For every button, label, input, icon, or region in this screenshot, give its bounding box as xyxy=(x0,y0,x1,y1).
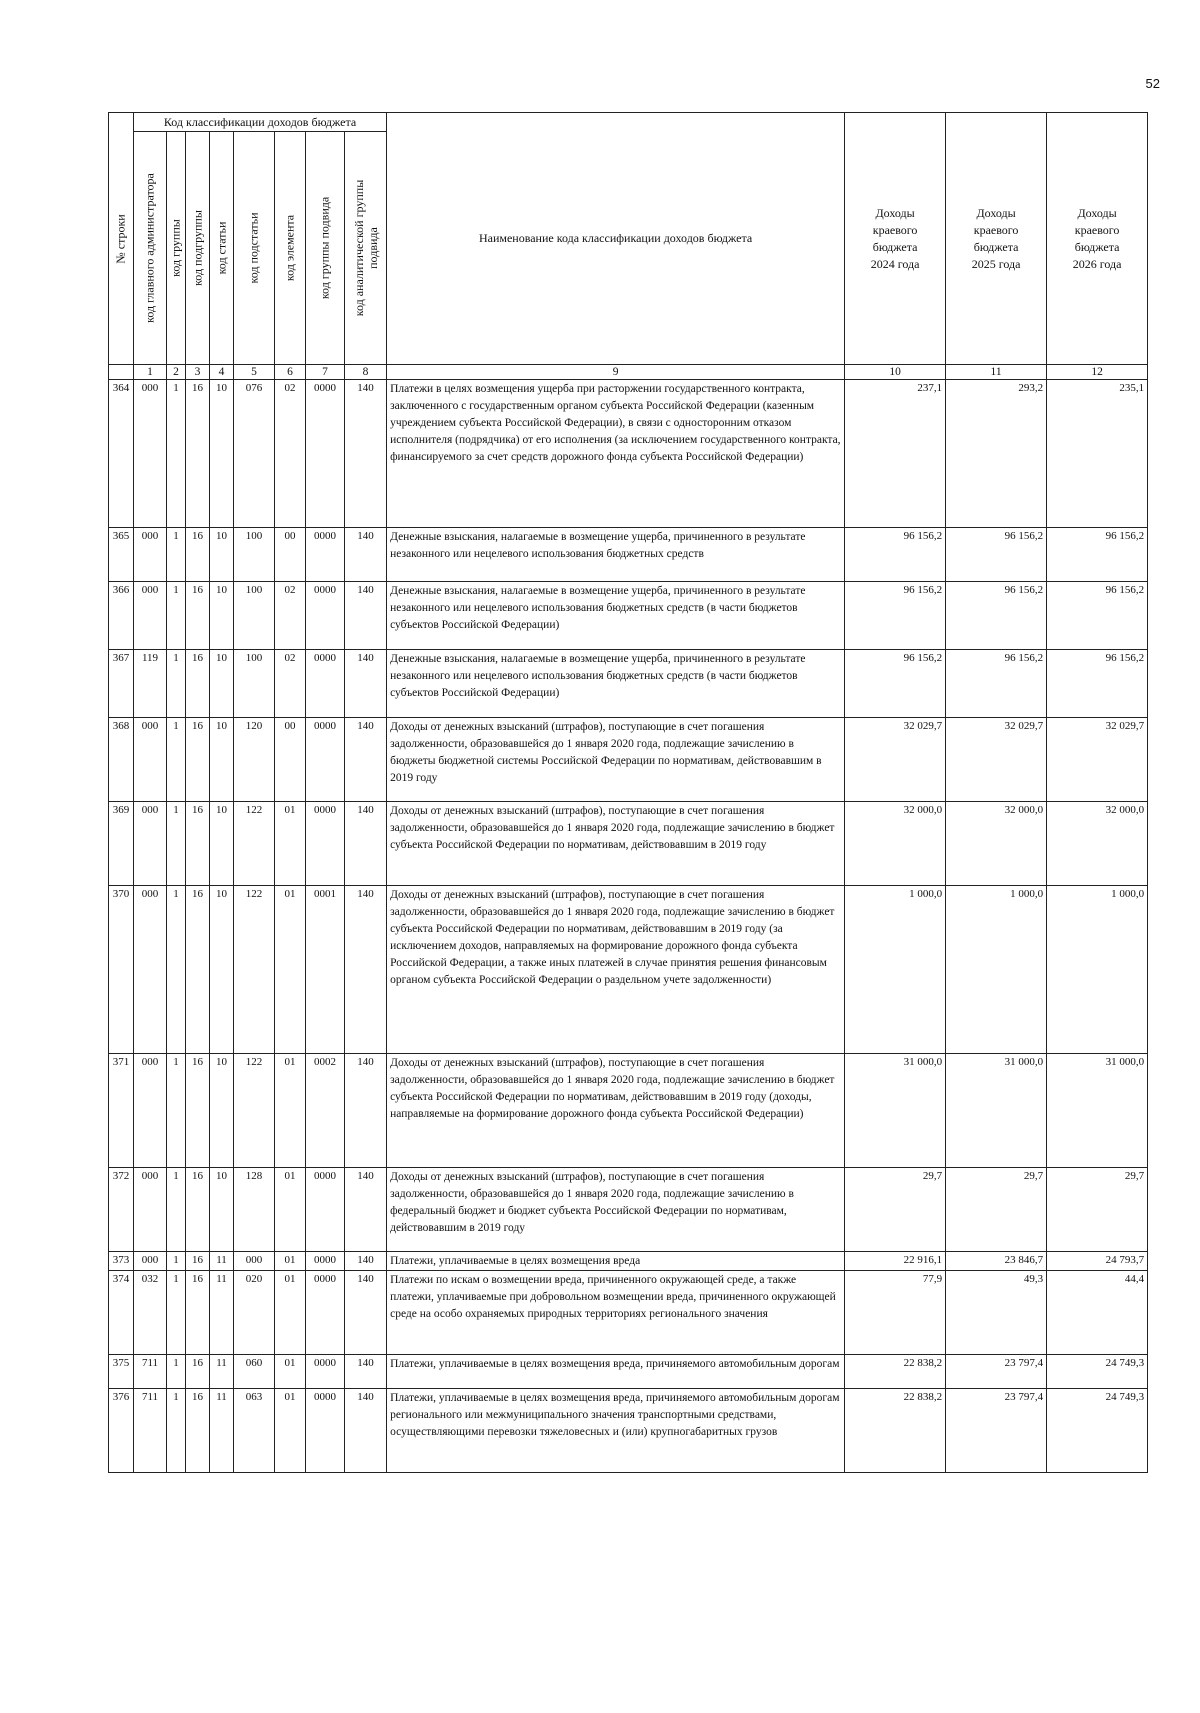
column-number: 11 xyxy=(946,365,1047,380)
income-2026-cell: 44,4 xyxy=(1047,1271,1148,1355)
subgroup-code-cell: 16 xyxy=(186,582,210,650)
income-2024-cell: 237,1 xyxy=(845,380,946,528)
income-name-cell: Платежи по искам о возмещении вреда, причиненного окружающей среде, а также платежи, уплачиваемые при добровольном возмещении вреда, причиненного окружающей среде на особо охраняемых природных территориях регионального значения xyxy=(387,1271,845,1355)
subgroup-code-cell: 16 xyxy=(186,528,210,582)
analytic-group-code-cell: 140 xyxy=(345,886,387,1054)
header-code-subarticle: код подстатьи xyxy=(234,132,275,365)
table-row xyxy=(109,1252,1148,1271)
subgroup-code-cell: 16 xyxy=(186,1271,210,1355)
admin-code-cell: 711 xyxy=(134,1355,167,1389)
subgroup-code-cell: 16 xyxy=(186,886,210,1054)
element-code-cell: 01 xyxy=(275,886,306,1054)
admin-code-cell: 711 xyxy=(134,1389,167,1473)
income-2026-cell: 32 029,7 xyxy=(1047,718,1148,802)
header-name: Наименование кода классификации доходов бюджета xyxy=(387,113,845,365)
column-number: 9 xyxy=(387,365,845,380)
element-code-cell: 01 xyxy=(275,1252,306,1271)
income-2024-cell: 32 000,0 xyxy=(845,802,946,886)
income-name-cell: Доходы от денежных взысканий (штрафов), поступающие в счет погашения задолженности, образовавшейся до 1 января 2020 года, подлежащие зачислению в бюджет субъекта Российской Федерации по нормативам, действовавшим в 2019 году (доходы, направляемые на формирование дорожного фонда субъекта Российской Федерации) xyxy=(387,1054,845,1168)
element-code-cell: 02 xyxy=(275,650,306,718)
row-number-cell: 374 xyxy=(109,1271,134,1355)
article-code-cell: 10 xyxy=(210,582,234,650)
row-number-cell: 371 xyxy=(109,1054,134,1168)
admin-code-cell: 000 xyxy=(134,1054,167,1168)
group-code-cell: 1 xyxy=(167,1168,186,1252)
subarticle-code-cell: 020 xyxy=(234,1271,275,1355)
table-row xyxy=(109,886,1148,1054)
income-name-cell: Денежные взыскания, налагаемые в возмещение ущерба, причиненного в результате незаконного или нецелевого использования бюджетных средств (в части бюджетов субъектов Российской Федерации) xyxy=(387,650,845,718)
article-code-cell: 10 xyxy=(210,528,234,582)
column-number: 4 xyxy=(210,365,234,380)
analytic-group-code-cell: 140 xyxy=(345,380,387,528)
article-code-cell: 11 xyxy=(210,1389,234,1473)
row-number-cell: 367 xyxy=(109,650,134,718)
income-name-cell: Платежи, уплачиваемые в целях возмещения вреда, причиняемого автомобильным дорогам регионального или межмуниципального значения транспортными средствами, осуществляющими перевозки тяжеловесных и (или) крупногабаритных грузов xyxy=(387,1389,845,1473)
element-code-cell: 01 xyxy=(275,1271,306,1355)
income-2025-cell: 293,2 xyxy=(946,380,1047,528)
row-number-cell: 372 xyxy=(109,1168,134,1252)
subtype-group-code-cell: 0000 xyxy=(306,1168,345,1252)
group-code-cell: 1 xyxy=(167,380,186,528)
subtype-group-code-cell: 0000 xyxy=(306,528,345,582)
analytic-group-code-cell: 140 xyxy=(345,1252,387,1271)
income-2026-cell: 32 000,0 xyxy=(1047,802,1148,886)
subarticle-code-cell: 122 xyxy=(234,1054,275,1168)
table-row xyxy=(109,1355,1148,1389)
income-2026-cell: 31 000,0 xyxy=(1047,1054,1148,1168)
row-number-cell: 368 xyxy=(109,718,134,802)
group-code-cell: 1 xyxy=(167,1054,186,1168)
admin-code-cell: 000 xyxy=(134,1252,167,1271)
group-code-cell: 1 xyxy=(167,528,186,582)
group-code-cell: 1 xyxy=(167,1271,186,1355)
header-code-group: Код классификации доходов бюджета xyxy=(134,113,387,132)
admin-code-cell: 000 xyxy=(134,886,167,1054)
article-code-cell: 11 xyxy=(210,1355,234,1389)
analytic-group-code-cell: 140 xyxy=(345,718,387,802)
admin-code-cell: 119 xyxy=(134,650,167,718)
income-2026-cell: 96 156,2 xyxy=(1047,650,1148,718)
subgroup-code-cell: 16 xyxy=(186,718,210,802)
element-code-cell: 02 xyxy=(275,380,306,528)
table-row xyxy=(109,1168,1148,1252)
group-code-cell: 1 xyxy=(167,1389,186,1473)
subarticle-code-cell: 100 xyxy=(234,650,275,718)
income-2025-cell: 96 156,2 xyxy=(946,650,1047,718)
income-2024-cell: 96 156,2 xyxy=(845,528,946,582)
row-number-cell: 373 xyxy=(109,1252,134,1271)
row-number-cell: 365 xyxy=(109,528,134,582)
article-code-cell: 10 xyxy=(210,1054,234,1168)
income-2026-cell: 96 156,2 xyxy=(1047,582,1148,650)
column-number: 1 xyxy=(134,365,167,380)
income-2024-cell: 32 029,7 xyxy=(845,718,946,802)
income-name-cell: Доходы от денежных взысканий (штрафов), поступающие в счет погашения задолженности, образовавшейся до 1 января 2020 года, подлежащие зачислению в федеральный бюджет и бюджет субъекта Российской Федерации по нормативам, действовавшим в 2019 году xyxy=(387,1168,845,1252)
income-2024-cell: 77,9 xyxy=(845,1271,946,1355)
header-code-subgroup: код подгруппы xyxy=(186,132,210,365)
income-name-cell: Платежи, уплачиваемые в целях возмещения вреда, причиняемого автомобильным дорогам xyxy=(387,1355,845,1389)
admin-code-cell: 032 xyxy=(134,1271,167,1355)
column-number: 5 xyxy=(234,365,275,380)
budget-income-table xyxy=(108,112,1148,1473)
income-2024-cell: 22 838,2 xyxy=(845,1389,946,1473)
header-code-group-col: код группы xyxy=(167,132,186,365)
group-code-cell: 1 xyxy=(167,718,186,802)
column-number: 10 xyxy=(845,365,946,380)
income-2026-cell: 1 000,0 xyxy=(1047,886,1148,1054)
group-code-cell: 1 xyxy=(167,802,186,886)
article-code-cell: 10 xyxy=(210,718,234,802)
element-code-cell: 02 xyxy=(275,582,306,650)
group-code-cell: 1 xyxy=(167,650,186,718)
income-2024-cell: 29,7 xyxy=(845,1168,946,1252)
subarticle-code-cell: 060 xyxy=(234,1355,275,1389)
admin-code-cell: 000 xyxy=(134,718,167,802)
analytic-group-code-cell: 140 xyxy=(345,528,387,582)
subgroup-code-cell: 16 xyxy=(186,1389,210,1473)
subtype-group-code-cell: 0000 xyxy=(306,1389,345,1473)
element-code-cell: 01 xyxy=(275,1355,306,1389)
subarticle-code-cell: 122 xyxy=(234,802,275,886)
subarticle-code-cell: 100 xyxy=(234,528,275,582)
analytic-group-code-cell: 140 xyxy=(345,1168,387,1252)
analytic-group-code-cell: 140 xyxy=(345,1355,387,1389)
subarticle-code-cell: 076 xyxy=(234,380,275,528)
column-number xyxy=(109,365,134,380)
income-2024-cell: 96 156,2 xyxy=(845,582,946,650)
table-row xyxy=(109,380,1148,528)
income-2024-cell: 22 916,1 xyxy=(845,1252,946,1271)
income-name-cell: Доходы от денежных взысканий (штрафов), поступающие в счет погашения задолженности, образовавшейся до 1 января 2020 года, подлежащие зачислению в бюджеты бюджетной системы Российской Федерации по нормативам, действовавшим в 2019 году xyxy=(387,718,845,802)
income-2025-cell: 32 029,7 xyxy=(946,718,1047,802)
subarticle-code-cell: 000 xyxy=(234,1252,275,1271)
header-income-2025: Доходы краевого бюджета 2025 года xyxy=(946,113,1047,365)
income-2024-cell: 1 000,0 xyxy=(845,886,946,1054)
subarticle-code-cell: 122 xyxy=(234,886,275,1054)
element-code-cell: 00 xyxy=(275,528,306,582)
income-2025-cell: 32 000,0 xyxy=(946,802,1047,886)
header-code-subtype-group: код группы подвида xyxy=(306,132,345,365)
header-income-2024: Доходы краевого бюджета 2024 года xyxy=(845,113,946,365)
income-2025-cell: 96 156,2 xyxy=(946,528,1047,582)
subtype-group-code-cell: 0000 xyxy=(306,380,345,528)
subtype-group-code-cell: 0000 xyxy=(306,1252,345,1271)
admin-code-cell: 000 xyxy=(134,582,167,650)
subarticle-code-cell: 063 xyxy=(234,1389,275,1473)
analytic-group-code-cell: 140 xyxy=(345,1054,387,1168)
column-number: 2 xyxy=(167,365,186,380)
admin-code-cell: 000 xyxy=(134,528,167,582)
income-2025-cell: 29,7 xyxy=(946,1168,1047,1252)
article-code-cell: 10 xyxy=(210,1168,234,1252)
element-code-cell: 01 xyxy=(275,1389,306,1473)
income-name-cell: Денежные взыскания, налагаемые в возмещение ущерба, причиненного в результате незаконного или нецелевого использования бюджетных средств (в части бюджетов субъектов Российской Федерации) xyxy=(387,582,845,650)
income-2025-cell: 23 846,7 xyxy=(946,1252,1047,1271)
subgroup-code-cell: 16 xyxy=(186,1355,210,1389)
group-code-cell: 1 xyxy=(167,886,186,1054)
column-numbers-row xyxy=(109,365,1148,380)
income-2026-cell: 24 749,3 xyxy=(1047,1389,1148,1473)
analytic-group-code-cell: 140 xyxy=(345,1271,387,1355)
column-number: 8 xyxy=(345,365,387,380)
column-number: 6 xyxy=(275,365,306,380)
income-2026-cell: 96 156,2 xyxy=(1047,528,1148,582)
table-row xyxy=(109,650,1148,718)
article-code-cell: 10 xyxy=(210,802,234,886)
subtype-group-code-cell: 0000 xyxy=(306,1271,345,1355)
header-code-admin: код главного администратора xyxy=(134,132,167,365)
article-code-cell: 10 xyxy=(210,380,234,528)
article-code-cell: 10 xyxy=(210,650,234,718)
row-number-cell: 369 xyxy=(109,802,134,886)
page-number: 52 xyxy=(1145,76,1160,91)
income-name-cell: Платежи в целях возмещения ущерба при расторжении государственного контракта, заключенного с государственным органом субъекта Российской Федерации (казенным учреждением субъекта Российской Федерации), в связи с односторонним отказом исполнителя (подрядчика) от его исполнения (за исключением государственного контракта, финансируемого за счет средств дорожного фонда субъекта Российской Федерации) xyxy=(387,380,845,528)
admin-code-cell: 000 xyxy=(134,1168,167,1252)
table-row xyxy=(109,802,1148,886)
subtype-group-code-cell: 0000 xyxy=(306,650,345,718)
article-code-cell: 10 xyxy=(210,886,234,1054)
subgroup-code-cell: 16 xyxy=(186,802,210,886)
subtype-group-code-cell: 0002 xyxy=(306,1054,345,1168)
subgroup-code-cell: 16 xyxy=(186,1168,210,1252)
income-2026-cell: 235,1 xyxy=(1047,380,1148,528)
header-code-analytic-group: код аналитической группы подвида xyxy=(345,132,387,365)
table-row xyxy=(109,718,1148,802)
income-2025-cell: 31 000,0 xyxy=(946,1054,1047,1168)
group-code-cell: 1 xyxy=(167,1355,186,1389)
group-code-cell: 1 xyxy=(167,1252,186,1271)
subtype-group-code-cell: 0000 xyxy=(306,802,345,886)
income-2025-cell: 49,3 xyxy=(946,1271,1047,1355)
row-number-cell: 375 xyxy=(109,1355,134,1389)
table-row xyxy=(109,1389,1148,1473)
article-code-cell: 11 xyxy=(210,1252,234,1271)
income-2025-cell: 1 000,0 xyxy=(946,886,1047,1054)
header-code-element: код элемента xyxy=(275,132,306,365)
subarticle-code-cell: 120 xyxy=(234,718,275,802)
income-2026-cell: 29,7 xyxy=(1047,1168,1148,1252)
subtype-group-code-cell: 0000 xyxy=(306,718,345,802)
income-2026-cell: 24 749,3 xyxy=(1047,1355,1148,1389)
header-row-number: № строки xyxy=(109,113,134,365)
income-name-cell: Доходы от денежных взысканий (штрафов), поступающие в счет погашения задолженности, образовавшейся до 1 января 2020 года, подлежащие зачислению в бюджет субъекта Российской Федерации по нормативам, действовавшим в 2019 году xyxy=(387,802,845,886)
header-code-article: код статьи xyxy=(210,132,234,365)
income-name-cell: Платежи, уплачиваемые в целях возмещения вреда xyxy=(387,1252,845,1271)
income-2025-cell: 96 156,2 xyxy=(946,582,1047,650)
subtype-group-code-cell: 0000 xyxy=(306,1355,345,1389)
table-row xyxy=(109,528,1148,582)
element-code-cell: 01 xyxy=(275,802,306,886)
income-2024-cell: 22 838,2 xyxy=(845,1355,946,1389)
analytic-group-code-cell: 140 xyxy=(345,650,387,718)
subtype-group-code-cell: 0000 xyxy=(306,582,345,650)
row-number-cell: 370 xyxy=(109,886,134,1054)
income-name-cell: Доходы от денежных взысканий (штрафов), поступающие в счет погашения задолженности, образовавшейся до 1 января 2020 года, подлежащие зачислению в бюджет субъекта Российской Федерации по нормативам, действовавшим в 2019 году (за исключением доходов, направляемых на формирование дорожного фонда субъекта Российской Федерации, а также иных платежей в случае принятия решения финансовым органом субъекта Российской Федерации о раздельном учете задолженности) xyxy=(387,886,845,1054)
subtype-group-code-cell: 0001 xyxy=(306,886,345,1054)
element-code-cell: 00 xyxy=(275,718,306,802)
income-2026-cell: 24 793,7 xyxy=(1047,1252,1148,1271)
subgroup-code-cell: 16 xyxy=(186,1054,210,1168)
subarticle-code-cell: 128 xyxy=(234,1168,275,1252)
admin-code-cell: 000 xyxy=(134,380,167,528)
income-2025-cell: 23 797,4 xyxy=(946,1355,1047,1389)
income-2025-cell: 23 797,4 xyxy=(946,1389,1047,1473)
table-row xyxy=(109,582,1148,650)
column-number: 12 xyxy=(1047,365,1148,380)
row-number-cell: 366 xyxy=(109,582,134,650)
article-code-cell: 11 xyxy=(210,1271,234,1355)
table-row xyxy=(109,1271,1148,1355)
income-2024-cell: 31 000,0 xyxy=(845,1054,946,1168)
analytic-group-code-cell: 140 xyxy=(345,1389,387,1473)
subarticle-code-cell: 100 xyxy=(234,582,275,650)
group-code-cell: 1 xyxy=(167,582,186,650)
element-code-cell: 01 xyxy=(275,1168,306,1252)
table-row xyxy=(109,1054,1148,1168)
row-number-cell: 364 xyxy=(109,380,134,528)
analytic-group-code-cell: 140 xyxy=(345,802,387,886)
admin-code-cell: 000 xyxy=(134,802,167,886)
subgroup-code-cell: 16 xyxy=(186,650,210,718)
subgroup-code-cell: 16 xyxy=(186,380,210,528)
row-number-cell: 376 xyxy=(109,1389,134,1473)
income-2024-cell: 96 156,2 xyxy=(845,650,946,718)
analytic-group-code-cell: 140 xyxy=(345,582,387,650)
subgroup-code-cell: 16 xyxy=(186,1252,210,1271)
element-code-cell: 01 xyxy=(275,1054,306,1168)
column-number: 7 xyxy=(306,365,345,380)
header-income-2026: Доходы краевого бюджета 2026 года xyxy=(1047,113,1148,365)
column-number: 3 xyxy=(186,365,210,380)
income-name-cell: Денежные взыскания, налагаемые в возмещение ущерба, причиненного в результате незаконного или нецелевого использования бюджетных средств xyxy=(387,528,845,582)
